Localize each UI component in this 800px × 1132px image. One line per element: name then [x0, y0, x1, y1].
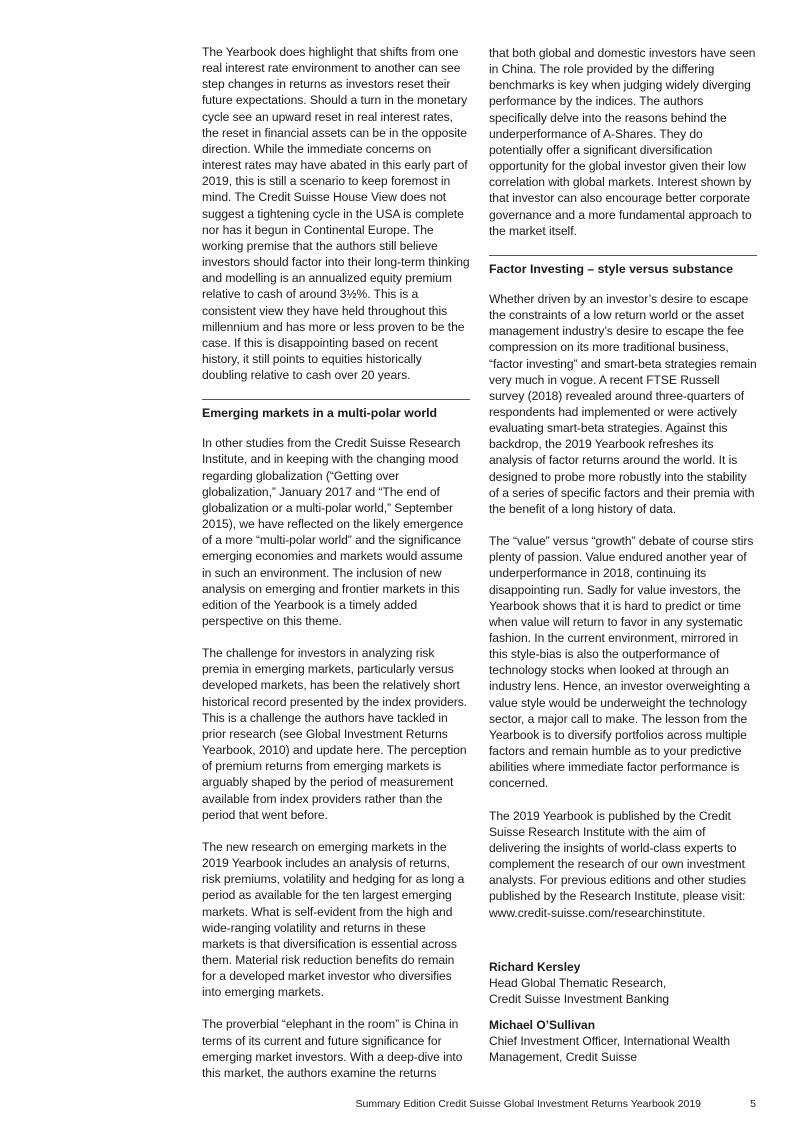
heading-text: Factor Investing – style versus substance [489, 261, 733, 276]
section-heading-emerging-markets [202, 399, 470, 421]
paragraph-china-continued: that both global and domestic investors have seen in China. The role provided by the differing benchmarks is key when judging widely diverging performance by the indices. The authors specifically delve into the reasons behind the underperformance of A-Shares. They do potentially offer a significant diversification opportunity for the global investor given their low correlation with global markets. Interest shown by that investor can also encourage better corporate governance and a more fundamental approach to the market itself. [489, 46, 756, 238]
signatory [489, 959, 757, 1007]
signatory-role: Chief Investment Officer, International Wealth [489, 1033, 731, 1048]
section-heading-factor-investing [489, 255, 757, 277]
paragraph-emerging-markets-research: The new research on emerging markets in the 2019 Yearbook includes an analysis of returns, risk premiums, volatility and hedging for as long a period as available for the ten largest emerging markets. What is self-evident from the high and wide-ranging volatility and returns in these markets is that diversification is essential across them. Material risk reduction benefits do remain for a developed market investor who diversifies into emerging markets. [202, 839, 465, 1000]
paragraph-china-elephant: The proverbial “elephant in the room” is China in terms of its current and future significance for emerging market investors. With a deep-dive into this market, the authors examine the returns [202, 1017, 463, 1080]
footer-publication-title: Summary Edition Credit Suisse Global Investment Returns Yearbook 2019 [355, 1098, 701, 1110]
right-column [489, 45, 757, 1075]
signatory-name: Richard Kersley [489, 959, 581, 974]
signatory-role: Management, Credit Suisse [489, 1049, 638, 1064]
signatory [489, 1017, 757, 1065]
left-column [202, 44, 470, 1097]
paragraph-value-vs-growth: The “value” versus “growth” debate of course stirs plenty of passion. Value endured another year of underperformance in 2018, continuing its disappointing run. Sadly for value investors, the Yearbook shows that it is hard to predict or time when value will return to favor in any systematic fashion. In the current environment, mirrored in this style-bias is also the outperformance of technology stocks when looked at through an industry lens. Hence, an investor overweighting a value style would be underweight the technology sector, a major call to make. The lesson from the Yearbook is to diversify portfolios across multiple factors and remain humble as to your predictive abilities where immediate factor performance is concerned. [489, 534, 754, 791]
page-number: 5 [750, 1098, 756, 1110]
paragraph-risk-premia-challenge: The challenge for investors in analyzing risk premia in emerging markets, particularly versus developed markets, has been the relatively short historical record presented by the index providers. This is a challenge the authors have tackled in prior research (see Global Investment Returns Yearbook, 2010) and update here. The perception of premium returns from emerging markets is arguably shaped by the period of measurement available from index providers rather than the period that went before. [202, 646, 467, 822]
signatory-role: Credit Suisse Investment Banking [489, 991, 670, 1006]
heading-text: Emerging markets in a multi-polar world [202, 406, 438, 421]
signatories [489, 959, 757, 1065]
paragraph-multi-polar-world: In other studies from the Credit Suisse Research Institute, and in keeping with the changing mood regarding globalization (“Getting over globalization,” January 2017 and “The end of globalization or a multi-polar world,” September 2015), we have reflected on the likely emergence of a more “multi-polar world” and the significance emerging economies and markets would assume in such an environment. The inclusion of new analysis on emerging and frontier markets in this edition of the Yearbook is a timely added perspective on this theme. [202, 436, 464, 628]
signatory-name: Michael O’Sullivan [489, 1017, 596, 1032]
signatory-role: Head Global Thematic Research, [489, 975, 667, 990]
page-footer [0, 1095, 800, 1113]
paragraph-factor-investing: Whether driven by an investor’s desire to escape the constraints of a low return world or the asset management industry’s desire to escape the fee compression on its more traditional business, “factor investing” and smart-beta strategies remain very much in vogue. A recent FTSE Russell survey (2018) revealed around three-quarters of respondents had implemented or were actively evaluating smart-beta strategies. Against this backdrop, the 2019 Yearbook refreshes its analysis of factor returns around the world. It is designed to probe more robustly into the stability of a series of specific factors and their premia with the benefit of a long history of data. [489, 291, 757, 516]
paragraph-publication-info: The 2019 Yearbook is published by the Credit Suisse Research Institute with the aim of delivering the insights of world-class experts to complement the research of our own investment analysts. For previous editions and other studies published by the Research Institute, please visit: www.credit-suisse.com/researchinstitute. [489, 808, 747, 920]
paragraph-interest-rates: The Yearbook does highlight that shifts from one real interest rate environment to another can see step changes in returns as investors reset their future expectations. Should a turn in the monetary cycle see an upward reset in real interest rates, the reset in financial assets can be in the opposite direction. While the immediate concerns on interest rates may have abated in this early part of 2019, this is still a scenario to keep foremost in mind. The Credit Suisse House View does not suggest a tightening cycle in the USA is complete nor has it begun in Continental Europe. The working premise that the authors still believe investors should factor into their long-term thinking and modelling is an annualized equity premium relative to cash of around 3½%. This is a consistent view they have held throughout this millennium and has more or less proven to be the case. If this is disappointing based on recent history, it still points to equities historically doubling relative to cash over 20 years. [202, 45, 470, 383]
